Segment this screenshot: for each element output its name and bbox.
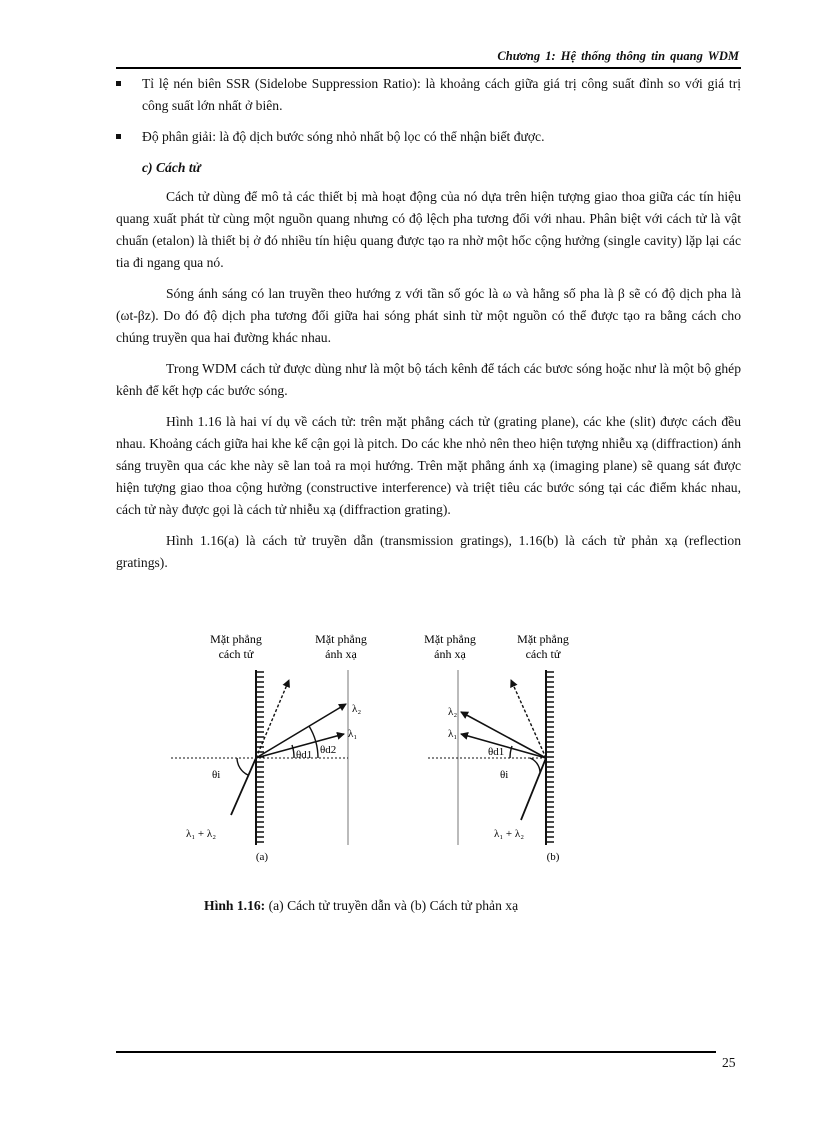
imaging-plane-label: Mặt phẳng (315, 632, 367, 646)
reflected-ray-dotted (511, 680, 546, 758)
paragraph-5: Hình 1.16(a) là cách tử truyền dẫn (transmission gratings), 1.16(b) là cách tử phản xạ (reflection gratings). (116, 533, 741, 570)
incident-ray (231, 758, 256, 815)
theta-i-label: θi (212, 769, 221, 781)
bullet-text: Độ phân giải: là độ dịch bước sóng nhỏ nhất bộ lọc có thể nhận biết được. (142, 129, 545, 144)
bullet-item-ssr (116, 73, 741, 117)
panel-a (171, 632, 367, 863)
incident-ray (521, 758, 546, 820)
panel-b (424, 632, 569, 863)
paragraph-4: Hình 1.16 là hai ví dụ về cách tử: trên mặt phẳng cách tử (grating plane), các khe (slit) được cách đều nhau. Khoảng cách giữa hai khe kế cận gọi là pitch. Do các khe nhỏ nên theo hiện tượng nhiễu xạ (diffraction) ánh sáng truyền qua các khe này sẽ lan toả ra mọi hướng. Trên mặt phẳng ánh xạ (imaging plane) sẽ quang sát được hiện tượng giao thoa cộng hưởng (constructive interference) và triệt tiêu các bước sóng tại các điểm khác nhau, cách tử này được gọi là cách tử nhiễu xạ (diffraction grating). (116, 414, 741, 517)
page-number: 25 (722, 1055, 736, 1070)
lambda2-label: λ₂ (352, 703, 362, 715)
angle-arc-theta-i (237, 758, 248, 775)
chapter-title: Chương 1: Hệ thống thông tin quang WDM (497, 49, 739, 63)
bullet-item-resolution (116, 126, 741, 148)
bullet-square-icon (116, 134, 121, 139)
grating-plane-label: cách tử (218, 647, 254, 661)
theta-d1-label: θd1 (488, 746, 505, 758)
bullet-square-icon (116, 81, 121, 86)
main-content (116, 73, 741, 583)
grating-plane-label: cách tử (525, 647, 561, 661)
page-header (116, 47, 741, 69)
panel-a-tag: (a) (255, 851, 269, 863)
imaging-plane-label: ánh xạ (434, 647, 466, 661)
panel-b-tag: (b) (546, 851, 560, 863)
figure-caption (204, 898, 518, 914)
figure-1-16 (116, 620, 741, 870)
imaging-plane-label: Mặt phẳng (424, 632, 476, 646)
angle-arc-theta-i (530, 758, 540, 772)
imaging-plane-label: ánh xạ (325, 647, 357, 661)
bullet-text: Tỉ lệ nén biên SSR (Sidelobe Suppression Ratio): là khoảng cách giữa giá trị công suất đỉnh so với giá trị công suất lớn nhất ở biên. (142, 76, 741, 113)
input-wavelengths-label: λ₁ + λ₂ (494, 828, 525, 840)
theta-i-label: θi (500, 769, 509, 781)
theta-d1-label: θd1 (296, 749, 313, 761)
footer-rule (116, 1051, 716, 1053)
paragraph-1: Cách tử dùng để mô tả các thiết bị mà hoạt động của nó dựa trên hiện tượng giao thoa giữa các tín hiệu quang xuất phát từ cùng một nguồn quang nhưng có độ lệch pha tương đối với nhau. Phân biệt với cách tử là vật chuẩn (etalon) là thiết bị ở đó nhiều tín hiệu quang được tạo ra nhờ một hốc cộng hưởng (single cavity) lặp lại các tia đi ngang qua nó. (116, 189, 741, 270)
caption-label: Hình 1.16: (204, 898, 266, 913)
grating-plane-label: Mặt phẳng (517, 632, 569, 646)
section-heading: c) Cách tử (142, 160, 201, 175)
lambda1-label: λ₁ (448, 728, 458, 740)
input-wavelengths-label: λ₁ + λ₂ (186, 828, 217, 840)
grating-slits (546, 672, 554, 842)
grating-plane-label: Mặt phẳng (210, 632, 262, 646)
lambda2-label: λ₂ (448, 706, 458, 718)
paragraph-2: Sóng ánh sáng có lan truyền theo hướng z với tần số góc là ω và hằng số pha là β sẽ có độ dịch pha là (ωt-βz). Do đó độ dịch pha tương đối giữa hai sóng phát sinh từ một nguồn có thể được tạo ra bằng cách cho chúng truyền qua hai đường khác nhau. (116, 286, 741, 345)
paragraph-3: Trong WDM cách tử được dùng như là một bộ tách kênh để tách các bươc sóng hoặc như là một bộ ghép kênh để kết hợp các bước sóng. (116, 361, 741, 398)
caption-text: (a) Cách tử truyền dẫn và (b) Cách tử phản xạ (265, 898, 519, 913)
theta-d2-label: θd2 (320, 744, 337, 756)
lambda1-label: λ₁ (348, 728, 358, 740)
grating-diagram (116, 620, 741, 870)
